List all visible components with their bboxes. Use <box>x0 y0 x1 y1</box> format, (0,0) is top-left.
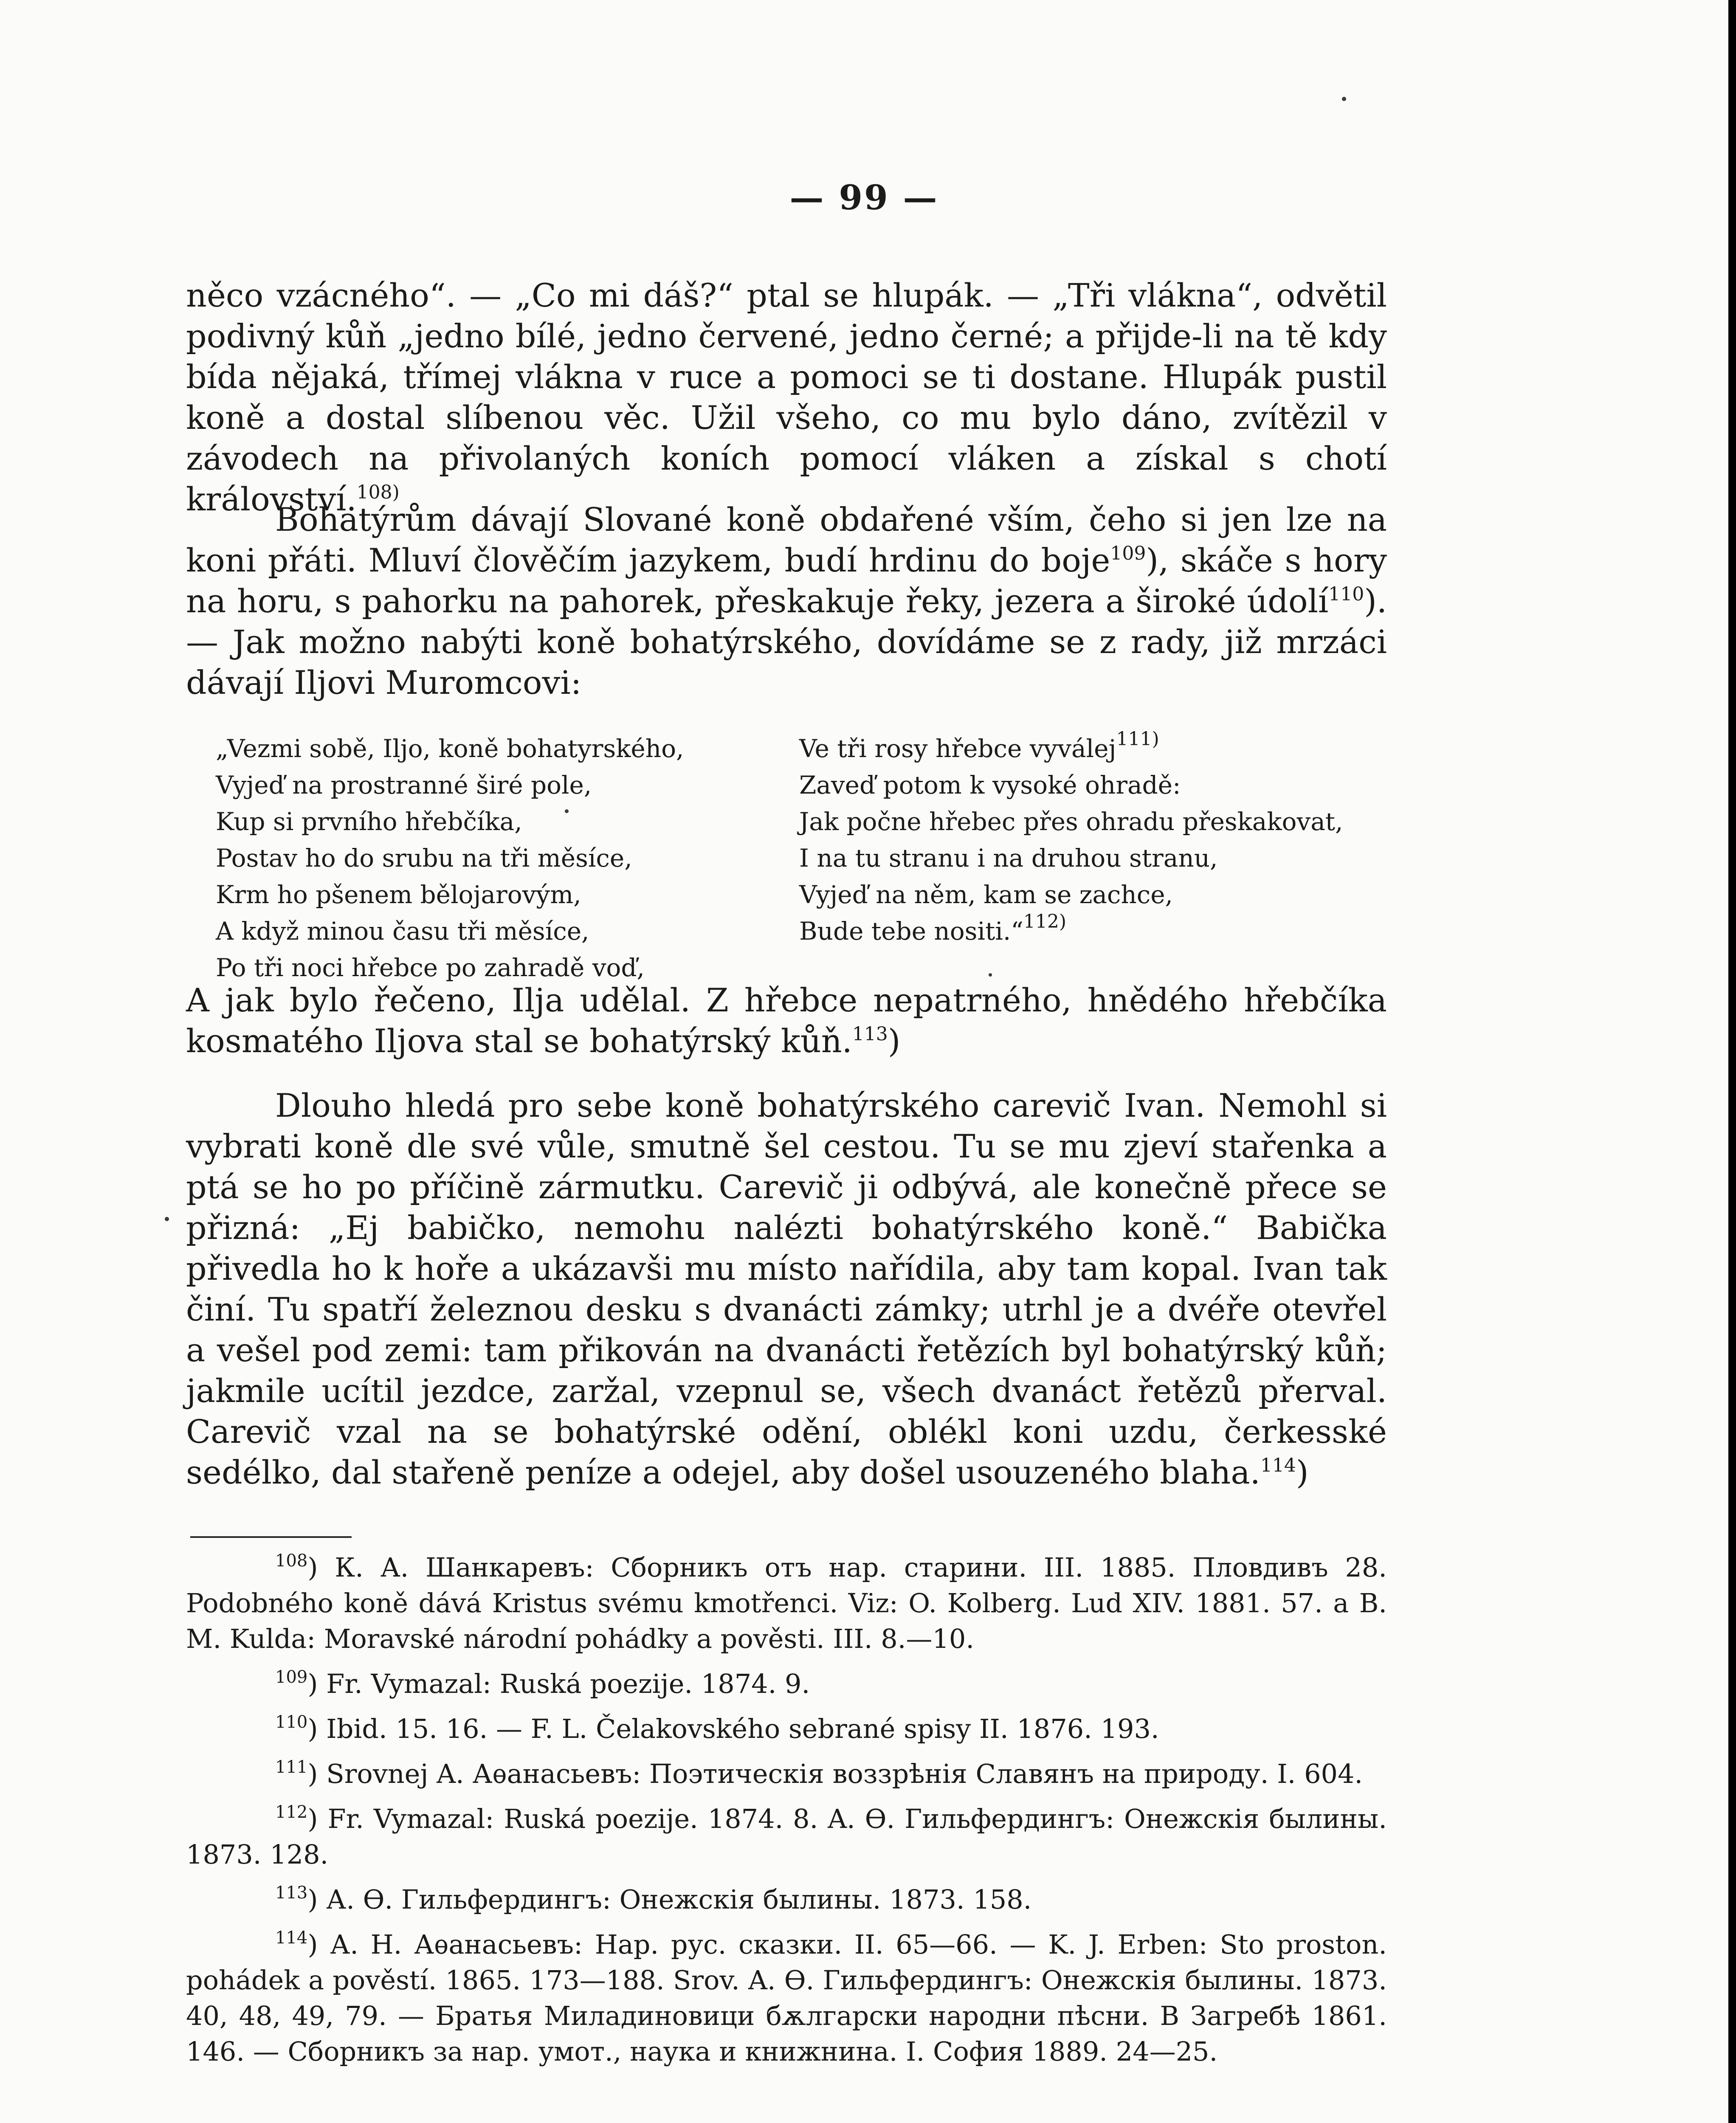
paragraph-4: Dlouho hledá pro sebe koně bohatýrského carevič Ivan. Nemohl si vybrati koně dle své vůle, smutně šel cestou. Tu se mu zjeví stařenka a ptá se ho po příčině zármutku. Carevič ji odbývá, ale konečně přece se přizná: „Ej babičko, nemohu nalézti bohatýrského koně.“ Babička přivedla ho k hoře a ukázavši mu místo nařídila, aby tam kopal. Ivan tak činí. Tu spatří železnou desku s dvanácti zámky; utrhl je a dvéře otevřel a vešel pod zemi: tam přikován na dvanácti řetězích byl bohatýrský kůň; jakmile ucítil jezdce, zaržal, vzepnul se, všech dvanáct řetězů přerval. Carevič vzal na se bohatýrské odění, oblékl koni uzdu, čerkesské sedélko, dal stařeně peníze a odejel, aby došel usouzeného blaha.$^{114}$) <box>186 1087 1387 1491</box>
poem-line: Ve tři rosy hřebce vyválej$^{111)}$ <box>799 728 1159 763</box>
paragraph-2-text-a: Bohatýrům dávají Slované koně obdařené vším, čeho si jen lze na koni přáti. Mluví člověčím jazykem, budí hrdinu do boje <box>186 501 1387 579</box>
footnote-ref-108: 108) <box>356 481 400 503</box>
footnote-108: $^{108}$) К. А. Шанкаревъ: Сборникъ отъ нар. старини. III. 1885. Пловдивъ 28. Podobného koně dává Kristus svému kmotřenci. Viz: O. Kolberg. Lud XIV. 1881. 57. a B. M. Kulda: Moravské národní pohádky a pověsti. III. 8.—10. <box>186 1551 1387 1654</box>
poem-line: Zaveď potom k vysoké ohradě: <box>799 771 1181 800</box>
paragraph-3-text: A jak bylo řečeno, Ilja udělal. Z hřebce nepatrného, hnědého hřebčíka kosmatého Iljova stal se bohatýrský kůň. <box>186 981 1387 1060</box>
paragraph-2-text-c: ). — Jak možno nabýti koně bohatýrského, dovídáme se z rady, již mrzáci dávají Iljovi Muromcovi: <box>186 582 1387 701</box>
page-number: — 99 — <box>789 177 939 217</box>
print-speck <box>565 809 569 813</box>
footnote-divider <box>190 1536 352 1538</box>
footnote-ref-109: 109 <box>1110 543 1146 564</box>
footnote-ref-113: 113 <box>852 1023 888 1045</box>
poem-line: Bude tebe nositi.“$^{112)}$ <box>799 911 1067 946</box>
paragraph-2 <box>186 499 1387 703</box>
paragraph-2-text-b: ), skáče s hory na horu, s pahorku na pahorek, přeskakuje řeky, jezera a široké údolí <box>186 541 1387 620</box>
poem-line: I na tu stranu i na druhou stranu, <box>799 844 1218 873</box>
poem-line: Jak počne hřebec přes ohradu přeskakovat, <box>799 807 1343 836</box>
poem-line: Vyjeď na prostranné širé pole, <box>216 771 592 800</box>
footnote-113: $^{113}$) А. Ѳ. Гильфердингъ: Онежскія былины. 1873. 158. <box>275 1883 1032 1915</box>
footnote-111: $^{111}$) Srovnej A. Аѳанасьевъ: Поэтическія воззрѣнія Славянъ на природу. I. 604. <box>275 1757 1363 1789</box>
paragraph-4-text: Dlouho hledá pro sebe koně bohatýrského carevič Ivan. Nemohl si vybrati koně dle své vůle, smutně šel cestou. Tu se mu zjeví stařenka a ptá se ho po příčině zármutku. Carevič ji odbývá, ale konečně přece se přizná: „Ej babičko, nemohu nalézti bohatýrského koně.“ Babička přivedla ho k hoře a ukázavši mu místo nařídila, aby tam kopal. Ivan tak činí. Tu spatří železnou desku s dvanácti zámky; utrhl je a dvéře otevřel a vešel pod zemi: tam přikován na dvanácti řetězích byl bohatýrský kůň; jakmile ucítil jezdce, zaržal, vzepnul se, všech dvanáct řetězů přerval. Carevič vzal na se bohatýrské odění, oblékl koni uzdu, čerkesské sedélko, dal stařeně peníze a odejel, aby došel usouzeného blaha. <box>186 1087 1387 1491</box>
footnotes <box>186 1550 1387 2079</box>
footnote-ref-110: 110 <box>1328 583 1364 605</box>
footnote-112: $^{112}$) Fr. Vymazal: Ruská poezije. 1874. 8. A. Ѳ. Гильфердингъ: Онежскія былины. 1873. 128. <box>186 1802 1387 1870</box>
print-speck <box>1342 97 1346 101</box>
footnote-ref-112: 112) <box>1023 911 1067 932</box>
paragraph-1-text: něco vzácného“. — „Co mi dáš?“ ptal se hlupák. — „Tři vlákna“, odvětil podivný kůň „jedno bílé, jedno červené, jedno černé; a přijde-li na tě kdy bída nějaká, třímej vlákna v ruce a pomoci se ti dostane. Hlupák pustil koně a dostal slíbenou věc. Užil všeho, co mu bylo dáno, zvítězil v závodech na přivolaných koních pomocí vláken a získal s chotí království. <box>186 276 1387 518</box>
poem-line: A když minou času tři měsíce, <box>216 917 589 946</box>
poem-right-column <box>799 730 1343 949</box>
poem-line: Kup si prvního hřebčíka, <box>216 807 522 836</box>
poem-line: „Vezmi sobě, Iljo, koně bohatyrského, <box>216 734 684 763</box>
poem-line: Vyjeď na něm, kam se zachce, <box>799 880 1173 909</box>
poem-line: Po tři noci hřebce po zahradě voď, <box>216 953 645 982</box>
footnote-ref-111: 111) <box>1116 728 1159 750</box>
paragraph-3: A jak bylo řečeno, Ilja udělal. Z hřebce nepatrného, hnědého hřebčíka kosmatého Iljova stal se bohatýrský kůň.$^{113}$) <box>186 981 1387 1060</box>
footnote-110: $^{110}$) Ibid. 15. 16. — F. L. Čelakovského sebrané spisy II. 1876. 193. <box>275 1712 1159 1744</box>
print-speck <box>165 1217 169 1221</box>
print-speck <box>989 973 992 977</box>
poem-left-column <box>216 730 684 986</box>
footnote-109: $^{109}$) Fr. Vymazal: Ruská poezije. 1874. 9. <box>275 1667 810 1699</box>
poem-line: Postav ho do srubu na tři měsíce, <box>216 844 632 873</box>
footnote-114: $^{114}$) А. Н. Аѳанасьевъ: Нар. рус. сказки. II. 65—66. — K. J. Erben: Sto proston. pohádek a pověstí. 1865. 173—188. Srov. A. Ѳ. Гильфердингъ: Онежскія былины. 1873. 40, 48, 49, 79. — Братья Миладиновици бѫлгарски народни пѣсни. В Загребѣ 1861. 146. — Сборникъ за нар. умот., наука и книжнина. I. София 1889. 24—25. <box>186 1928 1387 2067</box>
poem-line: Krm ho pšenem bělojarovým, <box>216 880 581 909</box>
paragraph-1 <box>186 275 1387 520</box>
footnote-ref-114: 114 <box>1260 1455 1296 1476</box>
